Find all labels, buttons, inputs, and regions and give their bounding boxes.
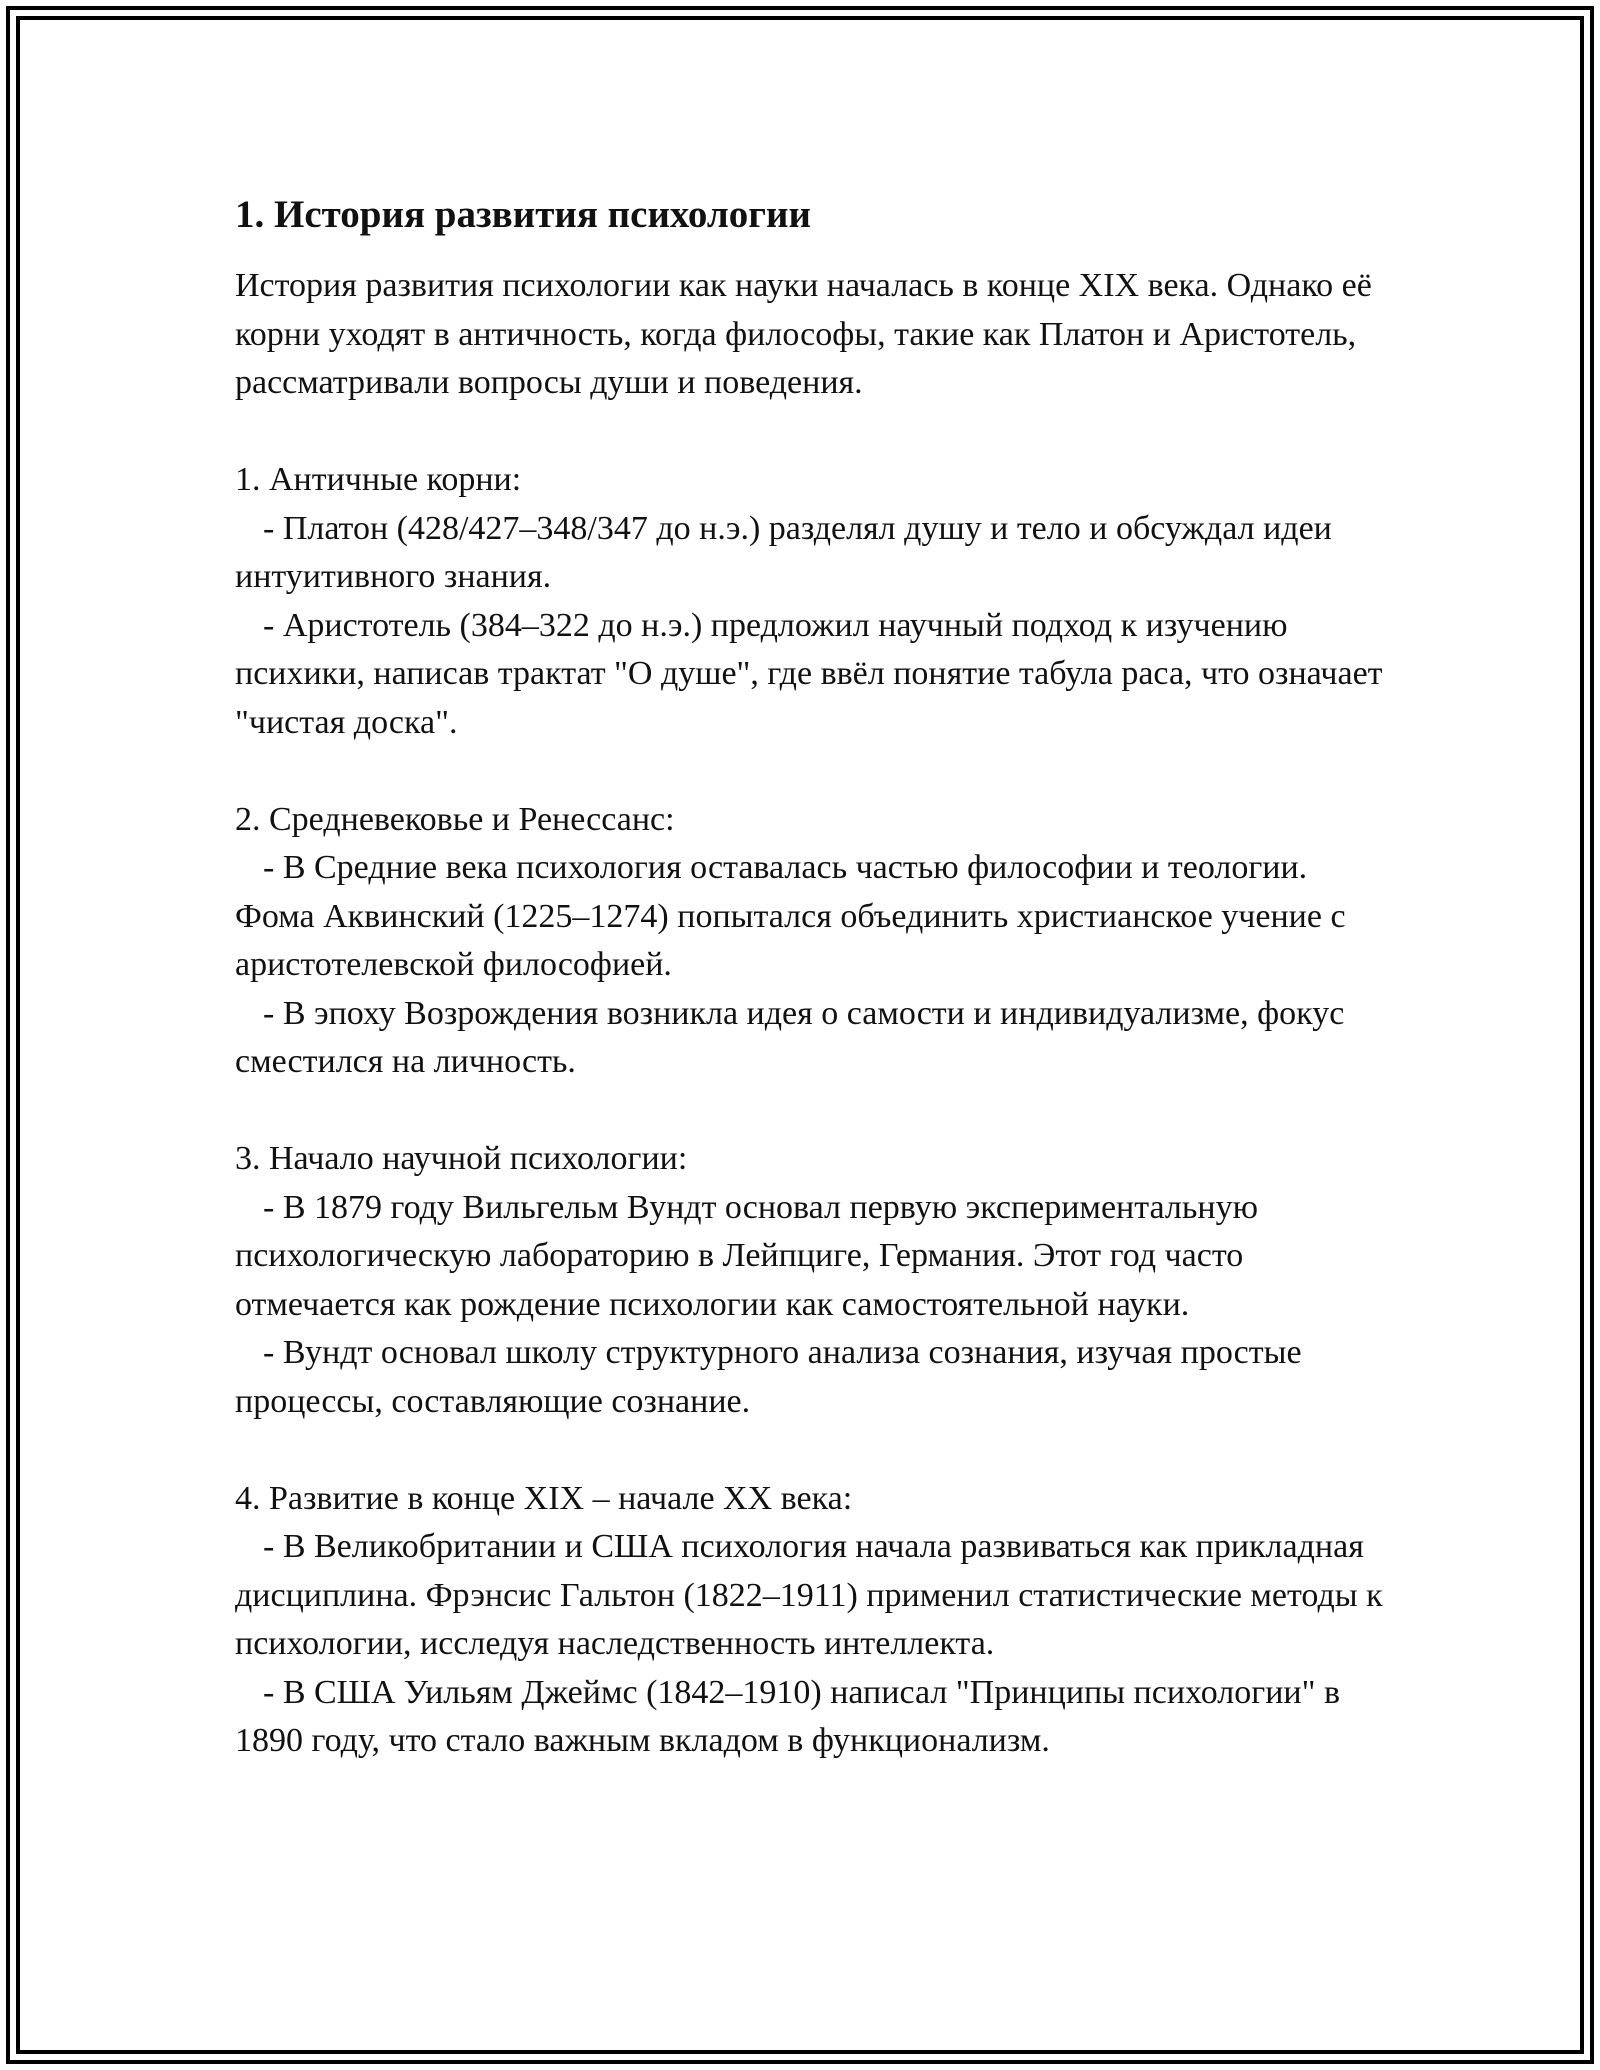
section-heading: 2. Средневековье и Ренессанс:	[235, 800, 675, 838]
intro-paragraph: История развития психологии как науки началась в конце XIX века. Однако её корни уходят в античность, когда философы, такие как Платон и Аристотель, рассматривали вопросы души и поведения.	[235, 267, 1372, 401]
bullet-item: - В эпоху Возрождения возникла идея о самости и индивидуализме, фокус сместился на личность.	[235, 994, 1345, 1080]
bullet-item: - В Великобритании и США психология начала развиваться как прикладная дисциплина. Фрэнсис Гальтон (1822–1911) применил статистические методы к психологии, исследуя наследственность интеллекта.	[235, 1528, 1383, 1662]
section-heading: 3. Начало научной психологии:	[235, 1140, 688, 1177]
bullet-item: - В Средние века психология оставалась частью философии и теологии. Фома Аквинский (1225–1274) попытался объединить христианское учение с аристотелевской философией.	[235, 849, 1346, 983]
section-scientific-psychology	[235, 1135, 1395, 1426]
bullet-item: - Аристотель (384–322 до н.э.) предложил научный подход к изучению психики, написав трактат "О душе", где ввёл понятие табула раса, что означает "чистая доска".	[235, 606, 1383, 741]
section-heading: 4. Развитие в конце XIX – начале XX века:	[235, 1479, 853, 1517]
document-title: 1. История развития психологии	[235, 193, 811, 236]
bullet-item: - В США Уильям Джеймс (1842–1910) написал "Принципы психологии" в 1890 году, что стало важным вкладом в функционализм.	[235, 1673, 1341, 1759]
spacer	[235, 1087, 1395, 1136]
spacer	[235, 747, 1395, 796]
spacer	[235, 408, 1395, 457]
section-ancient-roots	[235, 456, 1395, 747]
section-middle-ages	[235, 796, 1395, 1087]
section-late-19th-early-20th	[235, 1475, 1395, 1766]
document-body	[235, 190, 1395, 1766]
bullet-item: - В 1879 году Вильгельм Вундт основал первую экспериментальную психологическую лабораторию в Лейпциге, Германия. Этот год часто отмечается как рождение психологии как самостоятельной науки.	[235, 1188, 1258, 1323]
spacer	[235, 1426, 1395, 1475]
section-heading: 1. Античные корни:	[235, 461, 522, 498]
bullet-item: - Платон (428/427–348/347 до н.э.) разделял душу и тело и обсуждал идеи интуитивного знания.	[235, 509, 1332, 595]
bullet-item: - Вундт основал школу структурного анализа сознания, изучая простые процессы, составляющие сознание.	[235, 1334, 1302, 1420]
